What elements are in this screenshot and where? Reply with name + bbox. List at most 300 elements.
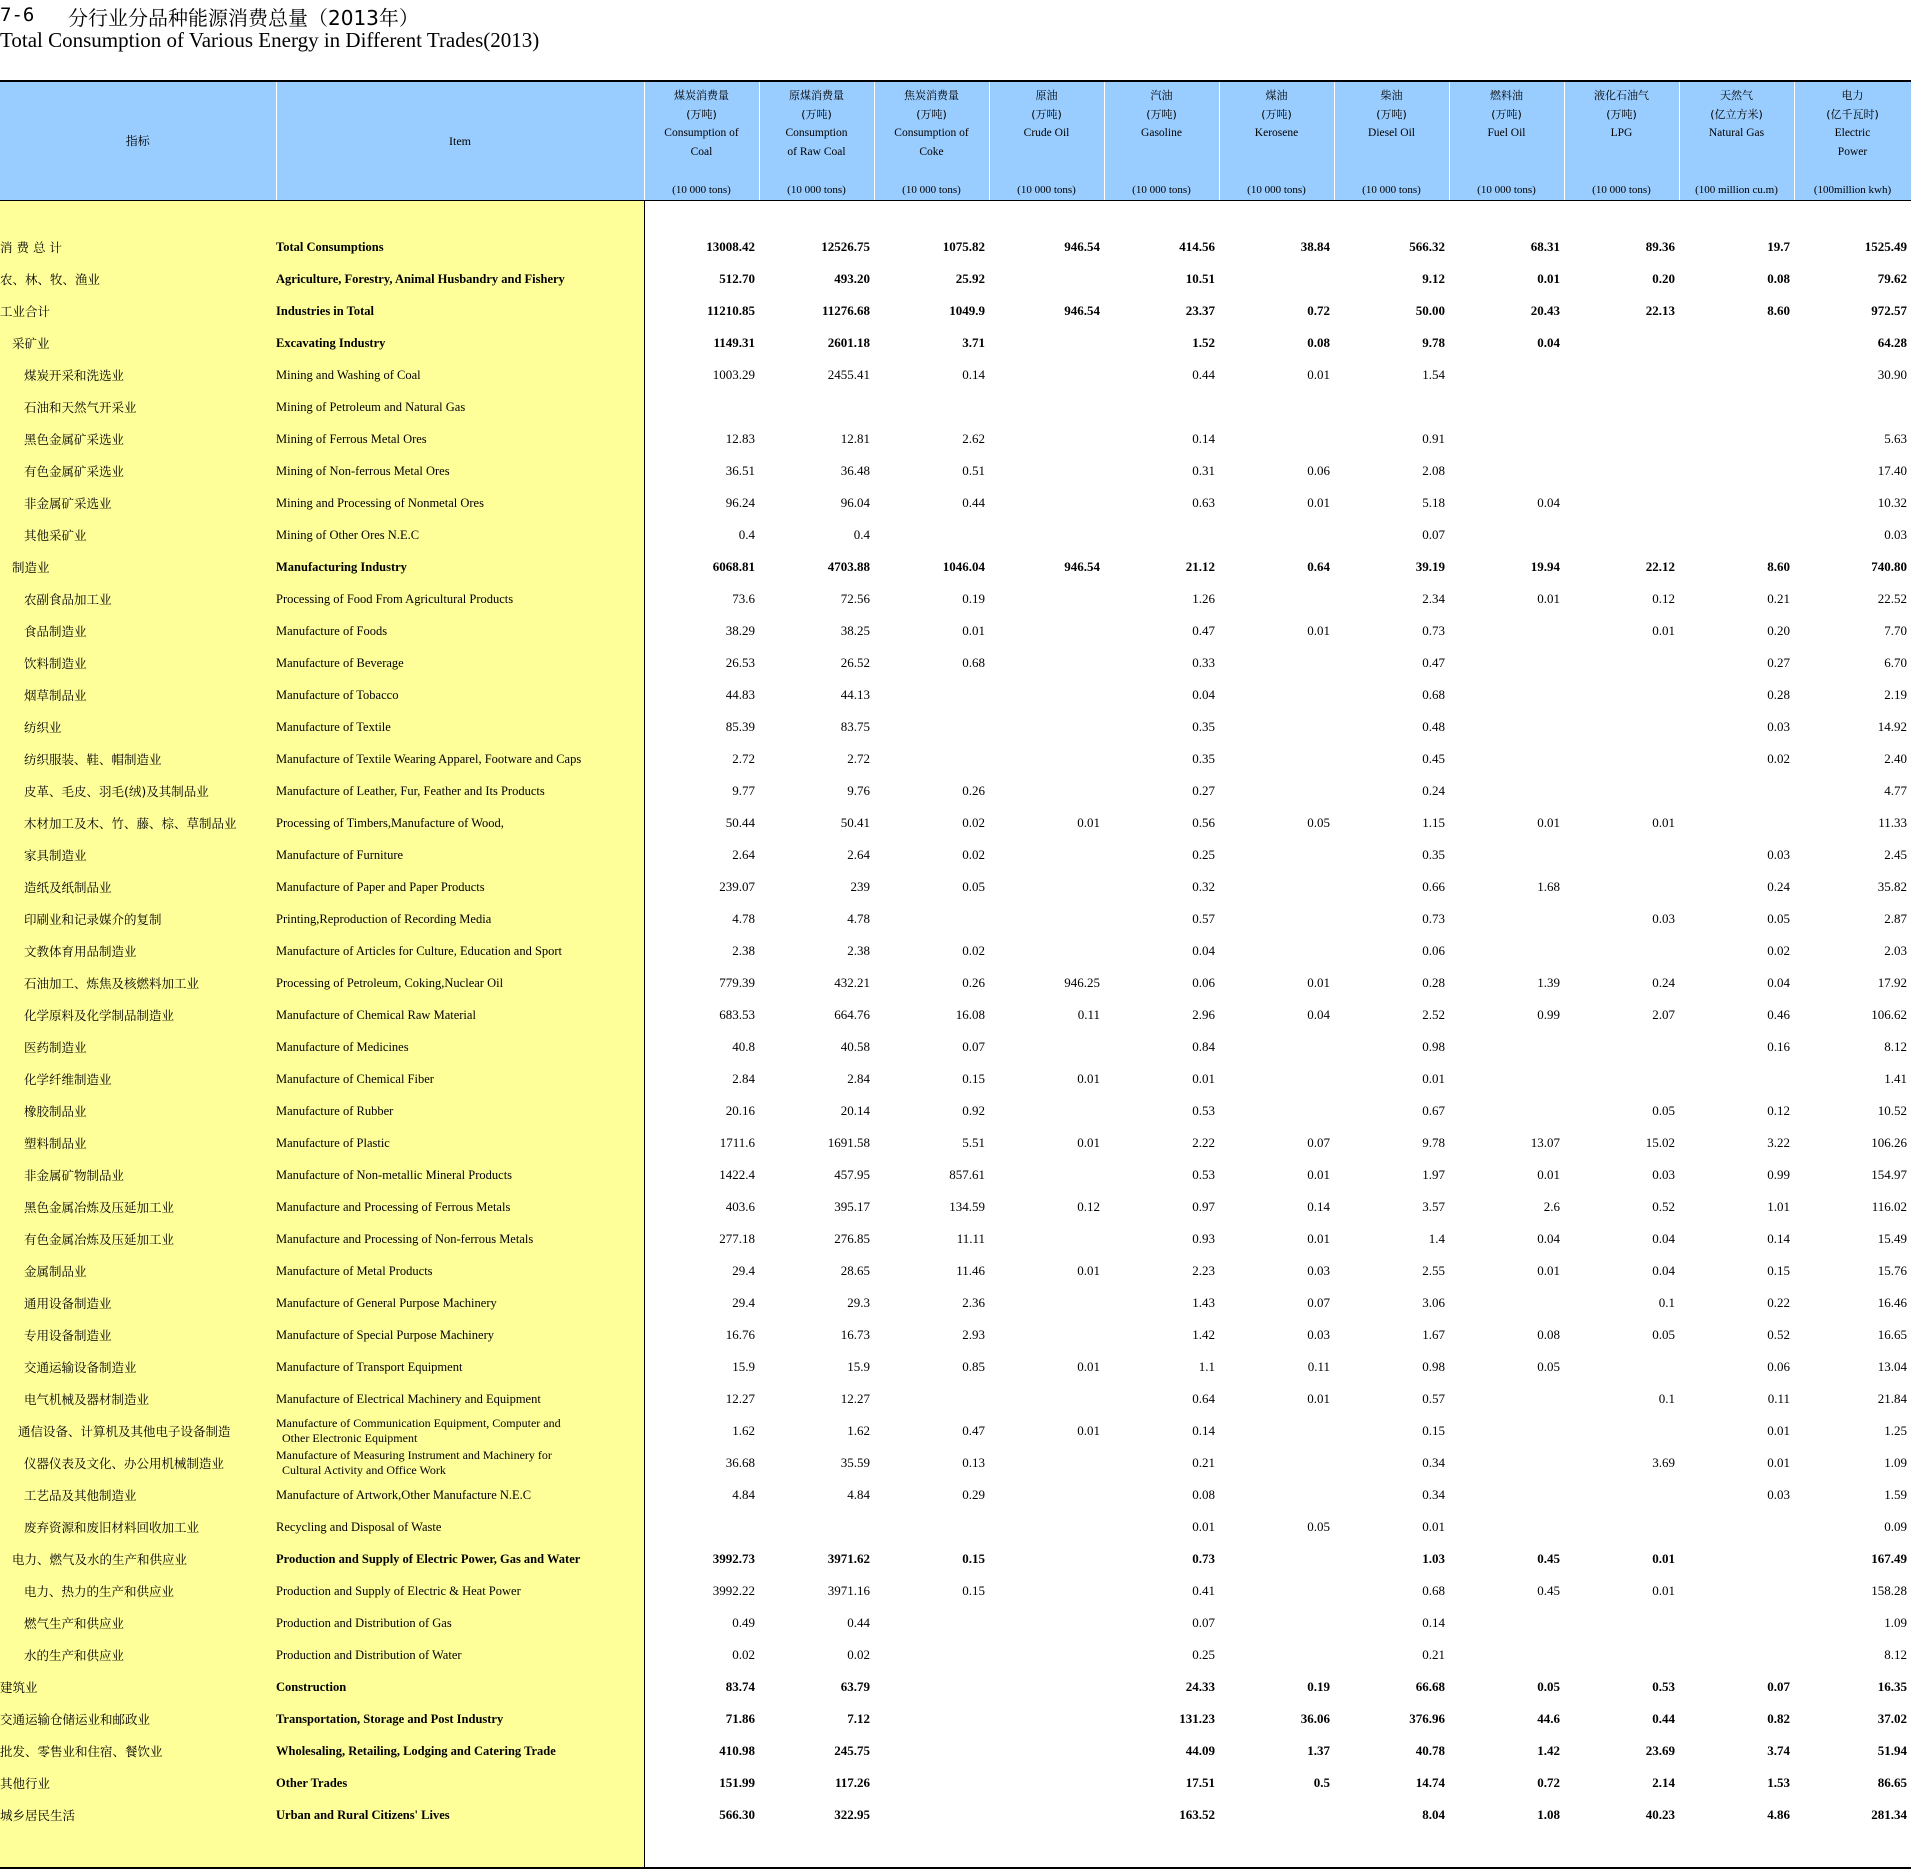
row-item-en-line1: Manufacture of Metal Products [276,1263,433,1278]
header-unit: (10 000 tons) [672,184,731,196]
cell-value: 134.59 [949,1199,985,1214]
cell-value: 0.04 [1307,1007,1330,1022]
cell-value: 0.07 [1307,1135,1330,1150]
row-item-en [276,1255,644,1287]
header-en1: Diesel Oil [1368,127,1415,139]
row-indicator-cn: 批发、零售业和住宿、餐饮业 [0,1735,276,1767]
cell-value: 0.15 [1767,1263,1790,1278]
row-item-en-line1: Other Trades [276,1775,348,1790]
cell-value [1449,647,1564,679]
row-item-en [276,935,644,967]
cell-value: 0.99 [1537,1007,1560,1022]
cell-value: 22.52 [1877,591,1907,606]
cell-value: 0.28 [1767,687,1790,702]
row-item-en [276,1447,644,1479]
cell-value: 0.01 [1307,367,1330,382]
header-cn-unit: (万吨) [1261,108,1292,121]
row-indicator-cn: 其他行业 [0,1767,276,1799]
header-en3 [1680,162,1794,181]
cell-value [989,359,1104,391]
cell-value: 0.24 [1422,783,1445,798]
cell-value: 2.45 [1884,847,1907,862]
row-indicator-cn: 非金属矿采选业 [0,487,276,519]
row-indicator-cn: 工艺品及其他制造业 [0,1479,276,1511]
cell-value: 2.23 [1192,1263,1215,1278]
cell-value [1679,1607,1794,1639]
cell-value [1219,647,1334,679]
cell-value: 0.21 [1767,591,1790,606]
cell-value: 0.01 [1077,1263,1100,1278]
cell-value: 740.80 [1871,559,1907,574]
cell-value: 2.64 [847,847,870,862]
row-item-en [276,647,644,679]
cell-value [1679,1575,1794,1607]
cell-value: 0.01 [1307,1231,1330,1246]
cell-value: 158.28 [1871,1583,1907,1598]
cell-value: 0.22 [1767,1295,1790,1310]
cell-value: 79.62 [1877,271,1907,286]
row-item-en-line1: Manufacture of Furniture [276,847,404,862]
row-item-en [276,967,644,999]
header-unit: (10 000 tons) [1017,184,1076,196]
cell-value [1564,1351,1679,1383]
cell-value [989,1607,1104,1639]
row-indicator-cn: 采矿业 [0,327,276,359]
cell-value: 154.97 [1871,1167,1907,1182]
row-indicator-cn: 金属制品业 [0,1255,276,1287]
cell-value [989,839,1104,871]
cell-value: 0.03 [1652,911,1675,926]
row-indicator-cn: 造纸及纸制品业 [0,871,276,903]
cell-value [874,1383,989,1415]
cell-value: 1.09 [1884,1615,1907,1630]
cell-value [1219,871,1334,903]
cell-value: 2.55 [1422,1263,1445,1278]
cell-value: 1.39 [1537,975,1560,990]
cell-value: 0.07 [1422,527,1445,542]
cell-value [1449,1511,1564,1543]
cell-value: 2.38 [847,943,870,958]
cell-value: 2.22 [1192,1135,1215,1150]
cell-value: 566.30 [644,1799,759,1831]
cell-value: 0.1 [1658,1391,1675,1406]
cell-value: 0.19 [1307,1679,1330,1694]
row-indicator-cn: 仪器仪表及文化、办公用机械制造业 [0,1447,276,1479]
cell-value: 0.04 [1537,495,1560,510]
cell-value [989,1223,1104,1255]
cell-value: 0.14 [1767,1231,1790,1246]
cell-value: 0.98 [1422,1359,1445,1374]
cell-value [989,1767,1104,1799]
cell-value: 106.26 [1871,1135,1907,1150]
header-en1: Consumption of [664,127,739,139]
row-item-en [276,1575,644,1607]
table-row [0,359,1911,391]
cell-value: 11.46 [956,1263,985,1278]
cell-value: 1422.4 [644,1159,759,1191]
row-item-en [276,1383,644,1415]
row-item-en-line1: Transportation, Storage and Post Industry [276,1711,504,1726]
cell-value: 12.27 [644,1383,759,1415]
cell-value: 131.23 [1179,1711,1215,1726]
cell-value: 376.96 [1409,1711,1445,1726]
header-en1: Gasoline [1141,127,1182,139]
cell-value [874,1735,989,1767]
cell-value: 20.43 [1530,303,1560,318]
row-item-en-line1: Total Consumptions [276,239,384,254]
header-cn-unit: (万吨) [1606,108,1637,121]
cell-value [874,903,989,935]
row-indicator-cn: 木材加工及木、竹、藤、棕、草制品业 [0,807,276,839]
cell-value [1219,1063,1334,1095]
cell-value: 0.15 [962,1583,985,1598]
cell-value: 0.68 [1422,1583,1445,1598]
cell-value: 1.53 [1767,1775,1790,1790]
table-row [0,1191,1911,1223]
row-item-en-line1: Manufacturing Industry [276,559,407,574]
cell-value: 2.14 [1652,1775,1675,1790]
cell-value: 0.08 [1767,271,1790,286]
cell-value: 403.6 [644,1191,759,1223]
end-row [0,1831,1911,1868]
cell-value [1219,1479,1334,1511]
row-item-en [276,1767,644,1799]
row-item-en [276,1479,644,1511]
cell-value [989,743,1104,775]
row-item-en-line1: Mining of Other Ores N.E.C [276,527,420,542]
row-indicator-cn: 其他采矿业 [0,519,276,551]
table-row [0,1351,1911,1383]
cell-value: 0.14 [962,367,985,382]
cell-value: 89.36 [1645,239,1675,254]
row-item-en-line1: Excavating Industry [276,335,386,350]
cell-value: 19.94 [1530,559,1560,574]
header-en3 [1220,162,1334,181]
cell-value: 0.21 [1192,1455,1215,1470]
cell-value: 2.84 [644,1063,759,1095]
cell-value: 0.68 [962,655,985,670]
cell-value: 0.11 [1077,1007,1100,1022]
cell-value [1679,391,1794,423]
cell-value: 239 [850,879,870,894]
cell-value [1679,1063,1794,1095]
cell-value [1679,775,1794,807]
row-indicator-cn: 交通运输设备制造业 [0,1351,276,1383]
cell-value: 2.03 [1884,943,1907,958]
cell-value: 0.29 [962,1487,985,1502]
cell-value: 0.25 [1192,1647,1215,1662]
header-cn-unit: (万吨) [1376,108,1407,121]
cell-value: 0.21 [1422,1647,1445,1662]
cell-value: 0.35 [1192,719,1215,734]
row-item-en [276,679,644,711]
cell-value [989,1383,1104,1415]
cell-value: 0.04 [1192,687,1215,702]
cell-value: 0.33 [1192,655,1215,670]
row-indicator-cn: 制造业 [0,551,276,583]
row-item-en [276,743,644,775]
header-en2 [1680,143,1794,162]
cell-value [989,455,1104,487]
table-row [0,1159,1911,1191]
cell-value: 857.61 [949,1167,985,1182]
row-item-en-line1: Mining and Processing of Nonmetal Ores [276,495,484,510]
row-item-en [276,1607,644,1639]
cell-value [874,743,989,775]
header-cn-unit: (万吨) [686,108,717,121]
cell-value: 0.34 [1422,1487,1445,1502]
row-indicator-cn: 纺织服装、鞋、帽制造业 [0,743,276,775]
cell-value: 2455.41 [827,367,870,382]
cell-value [874,1671,989,1703]
cell-value [1449,1479,1564,1511]
cell-value [644,1511,759,1543]
row-item-en-line1: Manufacture of Chemical Raw Material [276,1007,476,1022]
table-row [0,487,1911,519]
cell-value: 8.12 [1884,1039,1907,1054]
cell-value: 0.44 [962,495,985,510]
cell-value [1564,1031,1679,1063]
cell-value: 66.68 [1415,1679,1445,1694]
cell-value [989,647,1104,679]
table-row [0,1319,1911,1351]
table-row [0,1703,1911,1735]
cell-value: 4.84 [847,1487,870,1502]
cell-value: 277.18 [644,1223,759,1255]
header-en1: Fuel Oil [1487,127,1526,139]
header-en3 [1105,162,1219,181]
cell-value [1564,423,1679,455]
cell-value: 0.04 [1767,975,1790,990]
cell-value [989,1575,1104,1607]
cell-value: 432.21 [834,975,870,990]
row-item-en [276,1351,644,1383]
cell-value [1449,1287,1564,1319]
cell-value: 0.02 [962,815,985,830]
cell-value: 22.13 [1645,303,1675,318]
table-row [0,1639,1911,1671]
row-indicator-cn: 化学纤维制造业 [0,1063,276,1095]
cell-value: 1.03 [1422,1551,1445,1566]
cell-value: 0.03 [1767,847,1790,862]
cell-value: 0.01 [1422,1519,1445,1534]
table-row [0,999,1911,1031]
table-row [0,327,1911,359]
header-cn-unit: (亿千瓦时) [1826,108,1879,121]
row-indicator-cn: 电力、燃气及水的生产和供应业 [0,1543,276,1575]
header-en1: LPG [1610,127,1633,139]
table-row [0,551,1911,583]
cell-value: 0.73 [1422,911,1445,926]
row-indicator-cn: 印刷业和记录媒介的复制 [0,903,276,935]
header-en2 [1105,143,1219,162]
row-indicator-cn: 有色金属矿采选业 [0,455,276,487]
header-cn: 煤油 [1265,89,1288,102]
cell-value: 0.53 [1652,1679,1675,1694]
header-cn: 电力 [1841,89,1864,102]
cell-value [989,711,1104,743]
cell-value: 50.00 [1415,303,1445,318]
cell-value: 5.51 [962,1135,985,1150]
header-en1: Electric [1834,127,1871,139]
cell-value [1219,1447,1334,1479]
cell-value: 25.92 [955,271,985,286]
cell-value: 245.75 [834,1743,870,1758]
cell-value: 151.99 [644,1767,759,1799]
cell-value: 0.64 [1307,559,1330,574]
cell-value [1219,391,1334,423]
row-indicator-cn: 黑色金属冶炼及压延加工业 [0,1191,276,1223]
cell-value [1564,1063,1679,1095]
cell-value: 0.01 [1652,1551,1675,1566]
cell-value: 3.57 [1422,1199,1445,1214]
cell-value: 3.71 [962,335,985,350]
cell-value [874,711,989,743]
cell-value: 0.01 [1077,815,1100,830]
cell-value: 0.67 [1422,1103,1445,1118]
cell-value: 0.82 [1767,1711,1790,1726]
cell-value [1564,775,1679,807]
cell-value [1219,423,1334,455]
header-unit: (10 000 tons) [787,184,846,196]
cell-value [1564,519,1679,551]
cell-value: 2.62 [962,431,985,446]
row-item-en [276,1319,644,1351]
cell-value [989,327,1104,359]
header-item: Item [276,81,644,201]
cell-value: 0.02 [1767,751,1790,766]
cell-value: 12.27 [840,1391,870,1406]
cell-value: 0.57 [1422,1391,1445,1406]
cell-value: 0.35 [1192,751,1215,766]
header-en2 [1335,143,1449,162]
cell-value: 26.52 [840,655,870,670]
cell-value: 16.46 [1877,1295,1907,1310]
cell-value: 26.53 [644,647,759,679]
cell-value: 0.44 [1192,367,1215,382]
cell-value [1219,1799,1334,1831]
row-indicator-cn: 水的生产和供应业 [0,1639,276,1671]
cell-value: 0.44 [1652,1711,1675,1726]
cell-value [1449,935,1564,967]
cell-value: 0.01 [1307,1167,1330,1182]
cell-value: 1.15 [1422,815,1445,830]
cell-value: 1.08 [1537,1807,1560,1822]
cell-value: 0.01 [1652,1583,1675,1598]
cell-value [1564,935,1679,967]
cell-value: 15.02 [1645,1135,1675,1150]
row-item-en [276,231,644,263]
cell-value: 1.26 [1192,591,1215,606]
cell-value: 946.54 [1064,303,1100,318]
cell-value: 2.84 [847,1071,870,1086]
cell-value: 4.78 [847,911,870,926]
row-item-en-line1: Manufacture of Plastic [276,1135,390,1150]
cell-value: 16.08 [955,1007,985,1022]
row-item-en-line1: Manufacture of Chemical Fiber [276,1071,434,1086]
header-cn-unit: (万吨) [1146,108,1177,121]
cell-value: 64.28 [1877,335,1907,350]
row-indicator-cn: 工业合计 [0,295,276,327]
row-indicator-cn: 农副食品加工业 [0,583,276,615]
cell-value: 0.46 [1767,1007,1790,1022]
row-item-en-line1: Wholesaling, Retailing, Lodging and Catering Trade [276,1743,556,1758]
cell-value: 276.85 [834,1231,870,1246]
cell-value: 0.02 [962,943,985,958]
table-row [0,775,1911,807]
cell-value: 0.26 [962,783,985,798]
cell-value: 0.01 [1537,815,1560,830]
cell-value [1679,1511,1794,1543]
cell-value: 9.78 [1422,1135,1445,1150]
cell-value: 0.52 [1767,1327,1790,1342]
cell-value: 37.02 [1877,1711,1907,1726]
row-item-en-line1: Manufacture of Leather, Fur, Feather and Its Products [276,783,545,798]
cell-value [1564,1479,1679,1511]
cell-value: 0.07 [1192,1615,1215,1630]
cell-value: 2.36 [962,1295,985,1310]
cell-value: 0.45 [1537,1583,1560,1598]
cell-value: 2.72 [847,751,870,766]
cell-value: 4703.88 [827,559,870,574]
cell-value: 0.20 [1767,623,1790,638]
cell-value: 0.15 [962,1551,985,1566]
cell-value: 946.54 [1064,559,1100,574]
header-en3 [760,162,874,181]
cell-value: 0.03 [1767,719,1790,734]
cell-value [1449,1095,1564,1127]
header-en2 [990,143,1104,162]
cell-value: 0.73 [1192,1551,1215,1566]
table-row [0,391,1911,423]
cell-value: 1049.9 [949,303,985,318]
cell-value: 1.41 [1884,1071,1907,1086]
cell-value: 1.59 [1884,1487,1907,1502]
cell-value: 0.48 [1422,719,1445,734]
header-en2: of Raw Coal [787,146,846,158]
cell-value: 0.08 [1537,1327,1560,1342]
cell-value: 5.18 [1422,495,1445,510]
row-item-en-line1: Industries in Total [276,303,374,318]
cell-value: 0.06 [1422,943,1445,958]
cell-value: 17.51 [1185,1775,1215,1790]
cell-value [1564,1639,1679,1671]
header-col-10 [1794,81,1911,201]
header-cn: 汽油 [1150,89,1173,102]
row-item-en [276,903,644,935]
cell-value: 0.03 [1767,1487,1790,1502]
row-item-en-line1: Manufacture of Medicines [276,1039,409,1054]
header-col-5 [1219,81,1334,201]
cell-value: 493.20 [834,271,870,286]
cell-value: 86.65 [1877,1775,1907,1790]
row-indicator-cn: 消 费 总 计 [0,231,276,263]
cell-value: 10.51 [1185,271,1215,286]
cell-value [1564,679,1679,711]
cell-value: 1.01 [1767,1199,1790,1214]
cell-value: 83.74 [644,1671,759,1703]
cell-value: 14.92 [1877,719,1907,734]
cell-value: 0.06 [1192,975,1215,990]
cell-value: 2.08 [1422,463,1445,478]
cell-value: 21.12 [1185,559,1215,574]
cell-value: 0.92 [962,1103,985,1118]
table-row [0,839,1911,871]
cell-value: 0.04 [1652,1231,1675,1246]
row-indicator-cn: 废弃资源和废旧材料回收加工业 [0,1511,276,1543]
cell-value [1449,1607,1564,1639]
cell-value [989,1703,1104,1735]
